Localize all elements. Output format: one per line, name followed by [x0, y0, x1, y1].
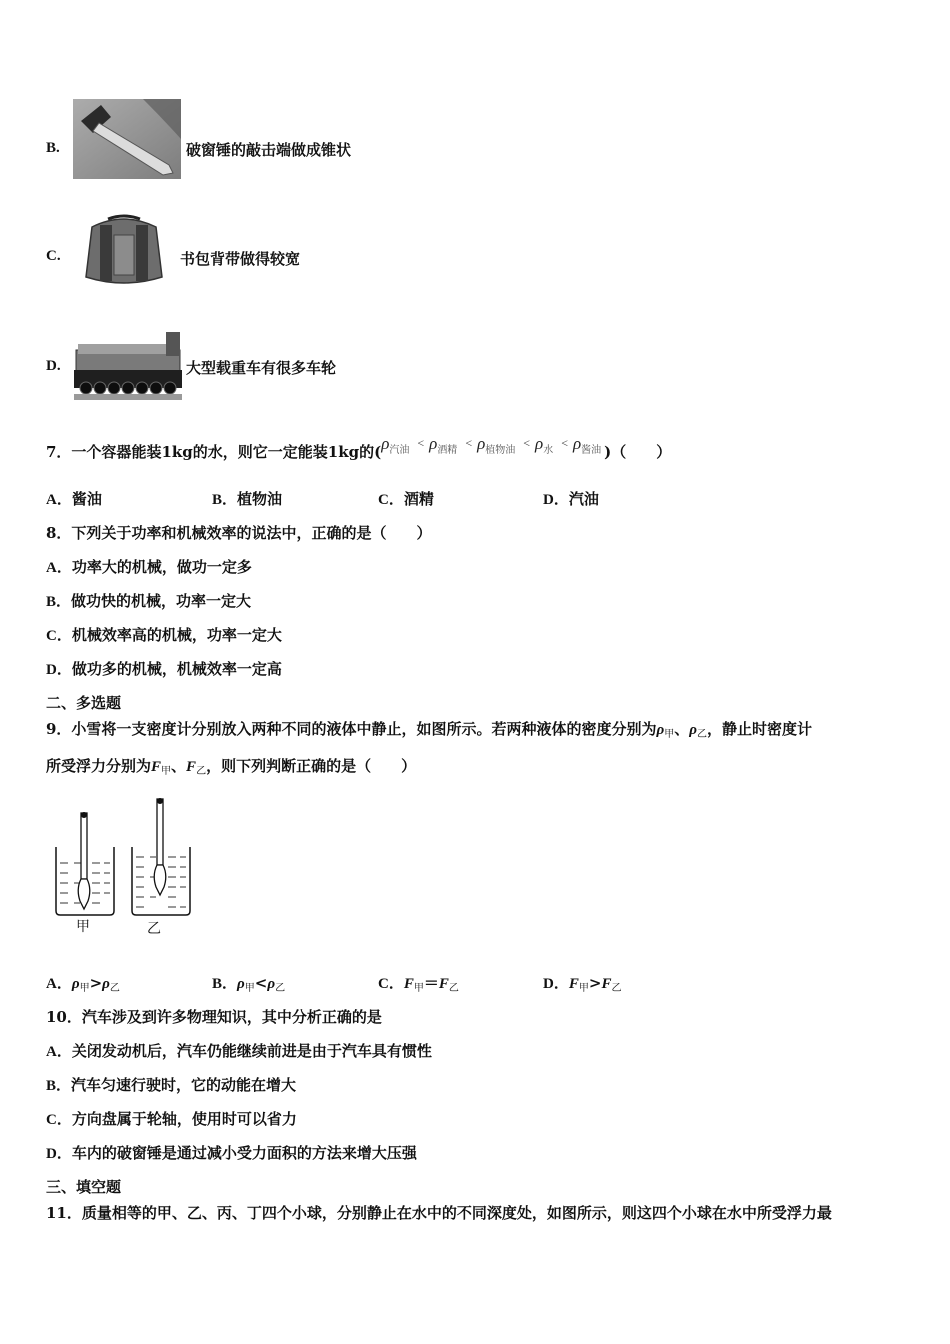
section-title-fill-blank: 三、填空题 [46, 1178, 122, 1196]
option-c-letter: C. [46, 248, 61, 264]
q8-option-a: A．功率大的机械，做功一定多 [46, 558, 252, 576]
q7-stem-line [46, 434, 672, 464]
truck-photo-icon [74, 328, 182, 400]
figure-label-yi: 乙 [147, 920, 161, 936]
q8-option-d: D．做功多的机械，机械效率一定高 [46, 660, 282, 678]
option-b-letter: B. [46, 140, 60, 156]
q9-line1: 9．小雪将一支密度计分别放入两种不同的液体中静止，如图所示。若两种液体的密度分别为$\rho_甲$、$\rho_乙$，静止时密度计 [46, 720, 812, 740]
option-b-text: 破窗锤的敲击端做成锥状 [186, 141, 352, 159]
q9-line2: 所受浮力分别为$F_甲$、$F_乙$，则下列判断正确的是（ ） [46, 757, 417, 777]
q7-stem: 7．一个容器能装1kg的水，则它一定能装1kg的( [46, 443, 382, 461]
q11-stem: 11．质量相等的甲、乙、丙、丁四个小球，分别静止在水中的不同深度处，如图所示，则这四个小球在水中所受浮力最 [46, 1204, 832, 1222]
hydrometer-figure [52, 793, 202, 938]
q10-option-b: B．汽车匀速行驶时，它的动能在增大 [46, 1076, 297, 1094]
q10-option-d: D．车内的破窗锤是通过减小受力面积的方法来增大压强 [46, 1144, 417, 1162]
q7-option-c: C．酒精 [378, 490, 434, 508]
section-title-multi-choice: 二、多选题 [46, 694, 122, 712]
q10-option-c: C．方向盘属于轮轴，使用时可以省力 [46, 1110, 297, 1128]
backpack-photo-icon [78, 211, 170, 289]
q8-option-c: C．机械效率高的机械，功率一定大 [46, 626, 282, 644]
q7-option-d: D．汽油 [543, 490, 599, 508]
option-d-letter: D. [46, 358, 61, 374]
q7-option-b: B．植物油 [212, 490, 283, 508]
q8-stem: 8．下列关于功率和机械效率的说法中，正确的是（ ） [46, 524, 432, 542]
q7-formula: $\rho_{汽油}< \rho_{酒精}< \rho_{植物油}< \rho_水< \rho_{酱油}$ [381, 434, 602, 456]
figure-label-jia: 甲 [76, 918, 90, 934]
q7-tail: )（ ） [604, 443, 672, 461]
q9-option-d: D．$F_甲>F_乙$ [543, 974, 622, 994]
option-d-text: 大型载重车有很多车轮 [186, 359, 337, 377]
option-c-text: 书包背带做得较宽 [180, 250, 301, 268]
q9-option-b: B．$\rho_甲<\rho_乙$ [212, 974, 286, 994]
q9-option-c: C．$F_甲=F_乙$ [378, 974, 459, 994]
q9-option-a: A．$\rho_甲>\rho_乙$ [46, 974, 120, 994]
q10-stem: 10．汽车涉及到许多物理知识，其中分析正确的是 [46, 1008, 382, 1026]
q8-option-b: B．做功快的机械，功率一定大 [46, 592, 252, 610]
q10-option-a: A．关闭发动机后，汽车仍能继续前进是由于汽车具有惯性 [46, 1042, 432, 1060]
q7-option-a: A．酱油 [46, 490, 102, 508]
hammer-photo-icon [73, 99, 181, 179]
hydrometer-diagram-icon [52, 793, 202, 938]
